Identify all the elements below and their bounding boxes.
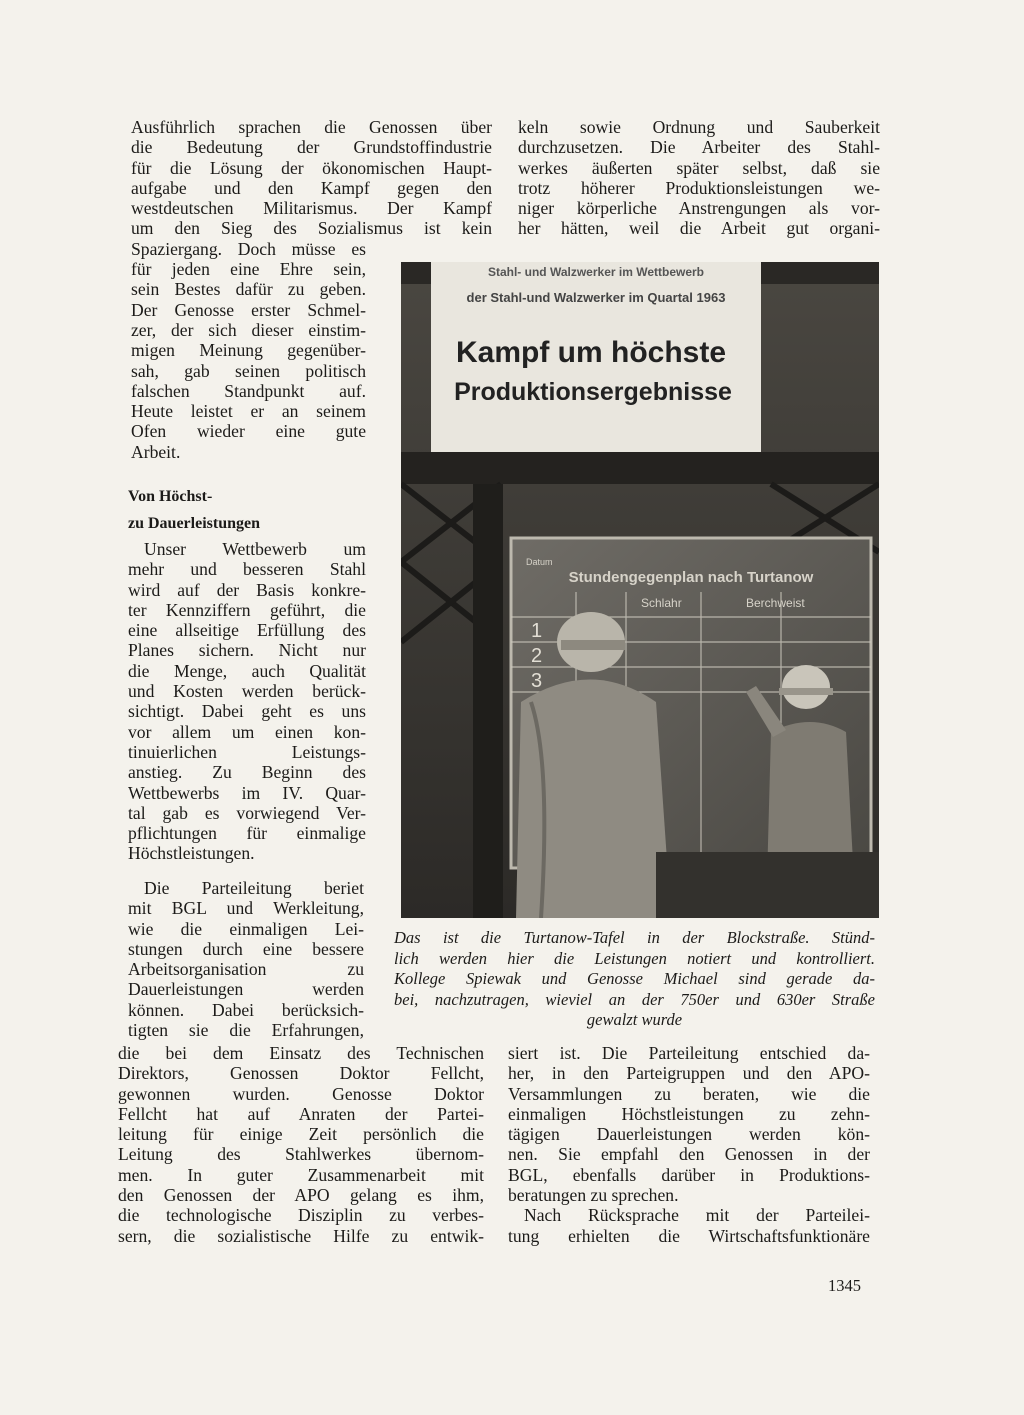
text-line: sern, die sozialistische Hilfe zu entwik-: [118, 1225, 484, 1246]
heading-line: zu Dauerleistungen: [128, 515, 260, 532]
board-label: Datum: [526, 557, 553, 567]
banner-line-1: Stahl- und Walzwerker im Wettbewerb: [487, 265, 705, 279]
text-line: Arbeitsorganisation zu: [128, 959, 364, 980]
banner-slogan-2: Produktionsergebnisse: [454, 378, 732, 406]
svg-text:2: 2: [531, 645, 543, 667]
svg-text:1: 1: [531, 620, 543, 642]
text-line: tigten sie die Erfahrungen,: [128, 1020, 364, 1041]
text-line: ter Kennziffern geführt, die: [128, 599, 366, 620]
text-line: aufgabe und den Kampf gegen den: [131, 177, 492, 198]
text-line: sichtigt. Dabei geht es uns: [128, 701, 366, 722]
text-line: Unser Wettbewerb um: [144, 539, 366, 559]
text-line: nen. Sie empfahl den Genossen in der: [508, 1144, 870, 1165]
counter: [656, 852, 879, 918]
text-line: siert ist. Die Parteileitung entschied da-: [508, 1043, 870, 1063]
caption-line: Das ist die Turtanow-Tafel in der Blockstraße. Stünd-: [394, 928, 875, 947]
board-column-1: Schlahr: [641, 596, 682, 610]
section-heading: [128, 483, 368, 537]
heading-line: Von Höchst-: [128, 488, 213, 505]
caption-line: lich werden hier die Leistungen notiert und kontrolliert.: [394, 948, 875, 968]
photo-caption: [394, 928, 875, 1031]
text-line: niger körperliche Anstrengungen als vor-: [518, 198, 880, 219]
text-line: die Menge, auch Qualität: [128, 660, 366, 681]
text-line: für jeden eine Ehre sein,: [131, 259, 366, 280]
text-line: falschen Standpunkt auf.: [131, 380, 366, 401]
turtanow-board-photo: [401, 262, 879, 918]
left-paragraph-2: [128, 539, 366, 864]
text-line: die bei dem Einsatz des Technischen: [118, 1043, 484, 1063]
text-line: trotz höherer Produktionsleistungen we-: [518, 177, 880, 198]
bottom-left-paragraph: [118, 1043, 484, 1246]
text-line: wie die einmaligen Lei-: [128, 918, 364, 939]
steel-girder: [401, 452, 879, 484]
text-line: Ofen wieder eine gute: [131, 421, 366, 442]
text-line: Ausführlich sprachen die Genossen über: [131, 117, 492, 137]
caption-line: bei, nachzutragen, wieviel an der 750er und 630er Straße: [394, 989, 875, 1009]
text-line: gewonnen wurden. Genosse Doktor: [118, 1083, 484, 1104]
text-line: her, in den Parteigruppen und den APO-: [508, 1063, 870, 1084]
text-line: um den Sieg des Sozialismus ist kein: [131, 218, 492, 239]
text-line: wird auf der Basis konkre-: [128, 579, 366, 600]
text-line: westdeutschen Militarismus. Der Kampf: [131, 198, 492, 219]
text-line: werkes äußerten später selbst, daß sie: [518, 157, 880, 178]
caption-line: Kollege Spiewak und Genosse Michael sind gerade da-: [394, 969, 875, 988]
text-line: Dauerleistungen werden: [128, 979, 364, 1000]
page-number: 1345: [828, 1276, 861, 1295]
text-line: Fellcht hat auf Anraten der Partei-: [118, 1103, 484, 1124]
board-row-numbers: [531, 620, 542, 692]
photo-drawing: [401, 262, 879, 918]
text-line: tägigen Dauerleistungen werden kön-: [508, 1124, 870, 1145]
text-line: Nach Rücksprache mit der Parteilei-: [524, 1205, 870, 1226]
text-line: Wettbewerbs im IV. Quar-: [128, 782, 366, 803]
board-title: Stundengegenplan nach Turtanow: [568, 569, 814, 586]
right-top-paragraph: [518, 117, 880, 239]
text-line: leitung für einige Zeit persönlich die: [118, 1124, 484, 1145]
text-line: können. Dabei berücksich-: [128, 999, 364, 1020]
text-line: Heute leistet er an seinem: [131, 401, 366, 422]
text-line: die technologische Disziplin zu verbes-: [118, 1205, 484, 1226]
text-line: Leitung des Stahlwerkes übernom-: [118, 1144, 484, 1165]
text-line: men. In guter Zusammenarbeit mit: [118, 1164, 484, 1185]
text-line: den Genossen der APO gelang es ihm,: [118, 1185, 484, 1206]
text-line: tung erhielten die Wirtschaftsfunktionäre: [508, 1225, 870, 1246]
banner-slogan-1: Kampf um höchste: [455, 336, 727, 369]
text-line: vor allem um einen kon-: [128, 721, 366, 742]
text-line: stungen durch eine bessere: [128, 938, 364, 959]
text-line: pflichtungen für einmalige: [128, 823, 366, 844]
bottom-right-paragraph: [508, 1043, 870, 1246]
text-line: einmaligen Höchstleistungen zu zehn-: [508, 1103, 870, 1124]
text-line: Direktors, Genossen Doktor Fellcht,: [118, 1063, 484, 1084]
text-line: mit BGL und Werkleitung,: [128, 898, 364, 919]
text-line: keln sowie Ordnung und Sauberkeit: [518, 117, 880, 137]
text-line: tinuierlichen Leistungs-: [128, 741, 366, 762]
text-line: migen Meinung gegenüber-: [131, 340, 366, 361]
text-line: Der Genosse erster Schmel-: [131, 299, 366, 320]
svg-text:3: 3: [531, 670, 543, 692]
board-column-2: Berchweist: [746, 596, 805, 610]
text-line: beratungen zu sprechen.: [508, 1185, 679, 1206]
text-line: Höchstleistungen.: [128, 843, 255, 864]
text-line: Planes sichern. Nicht nur: [128, 640, 366, 661]
text-line: BGL, ebenfalls darüber in Produktions-: [508, 1164, 870, 1185]
text-line: Arbeit.: [131, 441, 181, 462]
text-line: eine allseitige Erfüllung des: [128, 620, 366, 641]
text-line: durchzusetzen. Die Arbeiter des Stahl-: [518, 137, 880, 158]
text-line: Die Parteileitung beriet: [144, 878, 364, 898]
text-line: sah, gab seinen politisch: [131, 360, 366, 381]
text-line: Spaziergang. Doch müsse es: [131, 238, 366, 259]
left-paragraph-3: [128, 878, 364, 1040]
text-line: anstieg. Zu Beginn des: [128, 762, 366, 783]
text-line: zer, der sich dieser einstim-: [131, 319, 366, 340]
pillar: [473, 484, 503, 918]
text-line: mehr und besseren Stahl: [128, 559, 366, 580]
text-line: für die Lösung der ökonomischen Haupt-: [131, 157, 492, 178]
text-line: Versammlungen zu beraten, wie die: [508, 1083, 870, 1104]
text-line: tal gab es vorwiegend Ver-: [128, 802, 366, 823]
text-line: her hätten, weil die Arbeit gut organi-: [518, 218, 880, 239]
text-line: sein Bestes dafür zu geben.: [131, 279, 366, 300]
caption-line: gewalzt wurde: [586, 1010, 683, 1029]
text-line: und Kosten werden berück-: [128, 681, 366, 702]
banner-line-2: der Stahl-und Walzwerker im Quartal 1963: [466, 290, 726, 305]
text-line: die Bedeutung der Grundstoffindustrie: [131, 137, 492, 158]
